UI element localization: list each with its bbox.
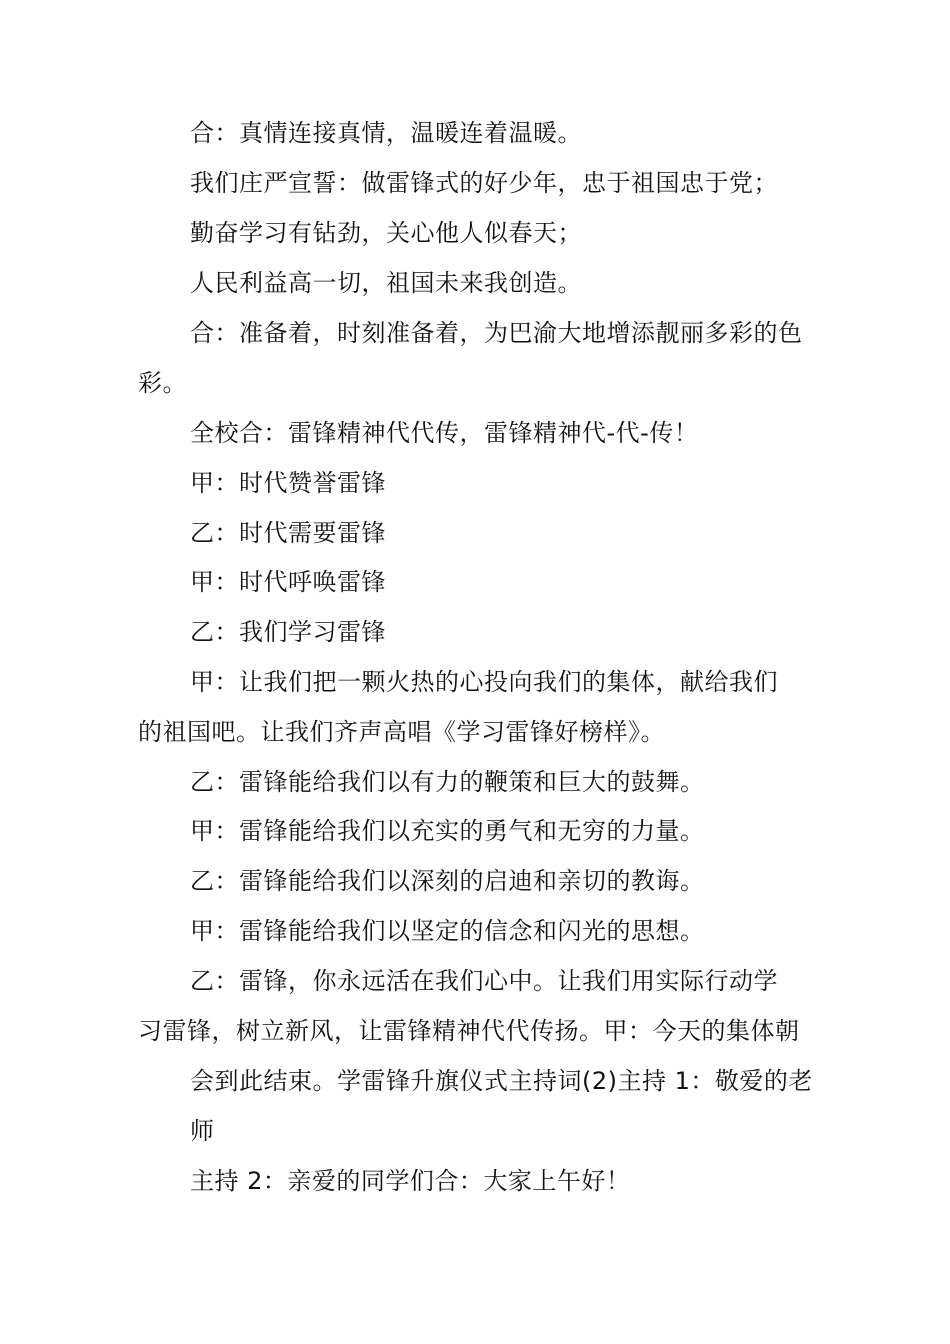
text-line: 习雷锋，树立新风，让雷锋精神代代传扬。甲：今天的集体朝 — [138, 1017, 800, 1045]
text-line: 甲：雷锋能给我们以坚定的信念和闪光的思想。 — [190, 917, 705, 945]
text-line: 甲：时代呼唤雷锋 — [190, 568, 386, 596]
text-line: 甲：时代赞誉雷锋 — [190, 469, 386, 497]
text-line: 主持 2：亲爱的同学们合：大家上午好！ — [190, 1167, 631, 1195]
text-line: 人民利益高一切，祖国未来我创造。 — [190, 269, 582, 297]
text-line: 合：准备着，时刻准备着，为巴渝大地增添靓丽多彩的色 — [190, 319, 803, 347]
text-line: 彩。 — [138, 369, 187, 397]
text-line: 乙：时代需要雷锋 — [190, 519, 386, 547]
text-line: 全校合：雷锋精神代代传，雷锋精神代-代-传！ — [190, 419, 699, 447]
text-line: 的祖国吧。让我们齐声高唱《学习雷锋好榜样》。 — [138, 718, 665, 746]
text-line: 合：真情连接真情，温暖连着温暖。 — [190, 119, 582, 147]
text-line: 甲：雷锋能给我们以充实的勇气和无穷的力量。 — [190, 817, 705, 845]
text-line: 乙：雷锋能给我们以深刻的启迪和亲切的教诲。 — [190, 867, 705, 895]
text-line: 师 — [190, 1117, 215, 1145]
text-line: 乙：雷锋能给我们以有力的鞭策和巨大的鼓舞。 — [190, 768, 705, 796]
text-line: 乙：我们学习雷锋 — [190, 618, 386, 646]
text-line: 勤奋学习有钻劲，关心他人似春天； — [190, 219, 582, 247]
text-line: 甲：让我们把一颗火热的心投向我们的集体，献给我们 — [190, 668, 778, 696]
text-line: 乙：雷锋，你永远活在我们心中。让我们用实际行动学 — [190, 967, 778, 995]
text-line: 我们庄严宣誓：做雷锋式的好少年，忠于祖国忠于党； — [190, 169, 778, 197]
text-line: 会到此结束。学雷锋升旗仪式主持词(2)主持 1：敬爱的老 — [190, 1067, 813, 1095]
